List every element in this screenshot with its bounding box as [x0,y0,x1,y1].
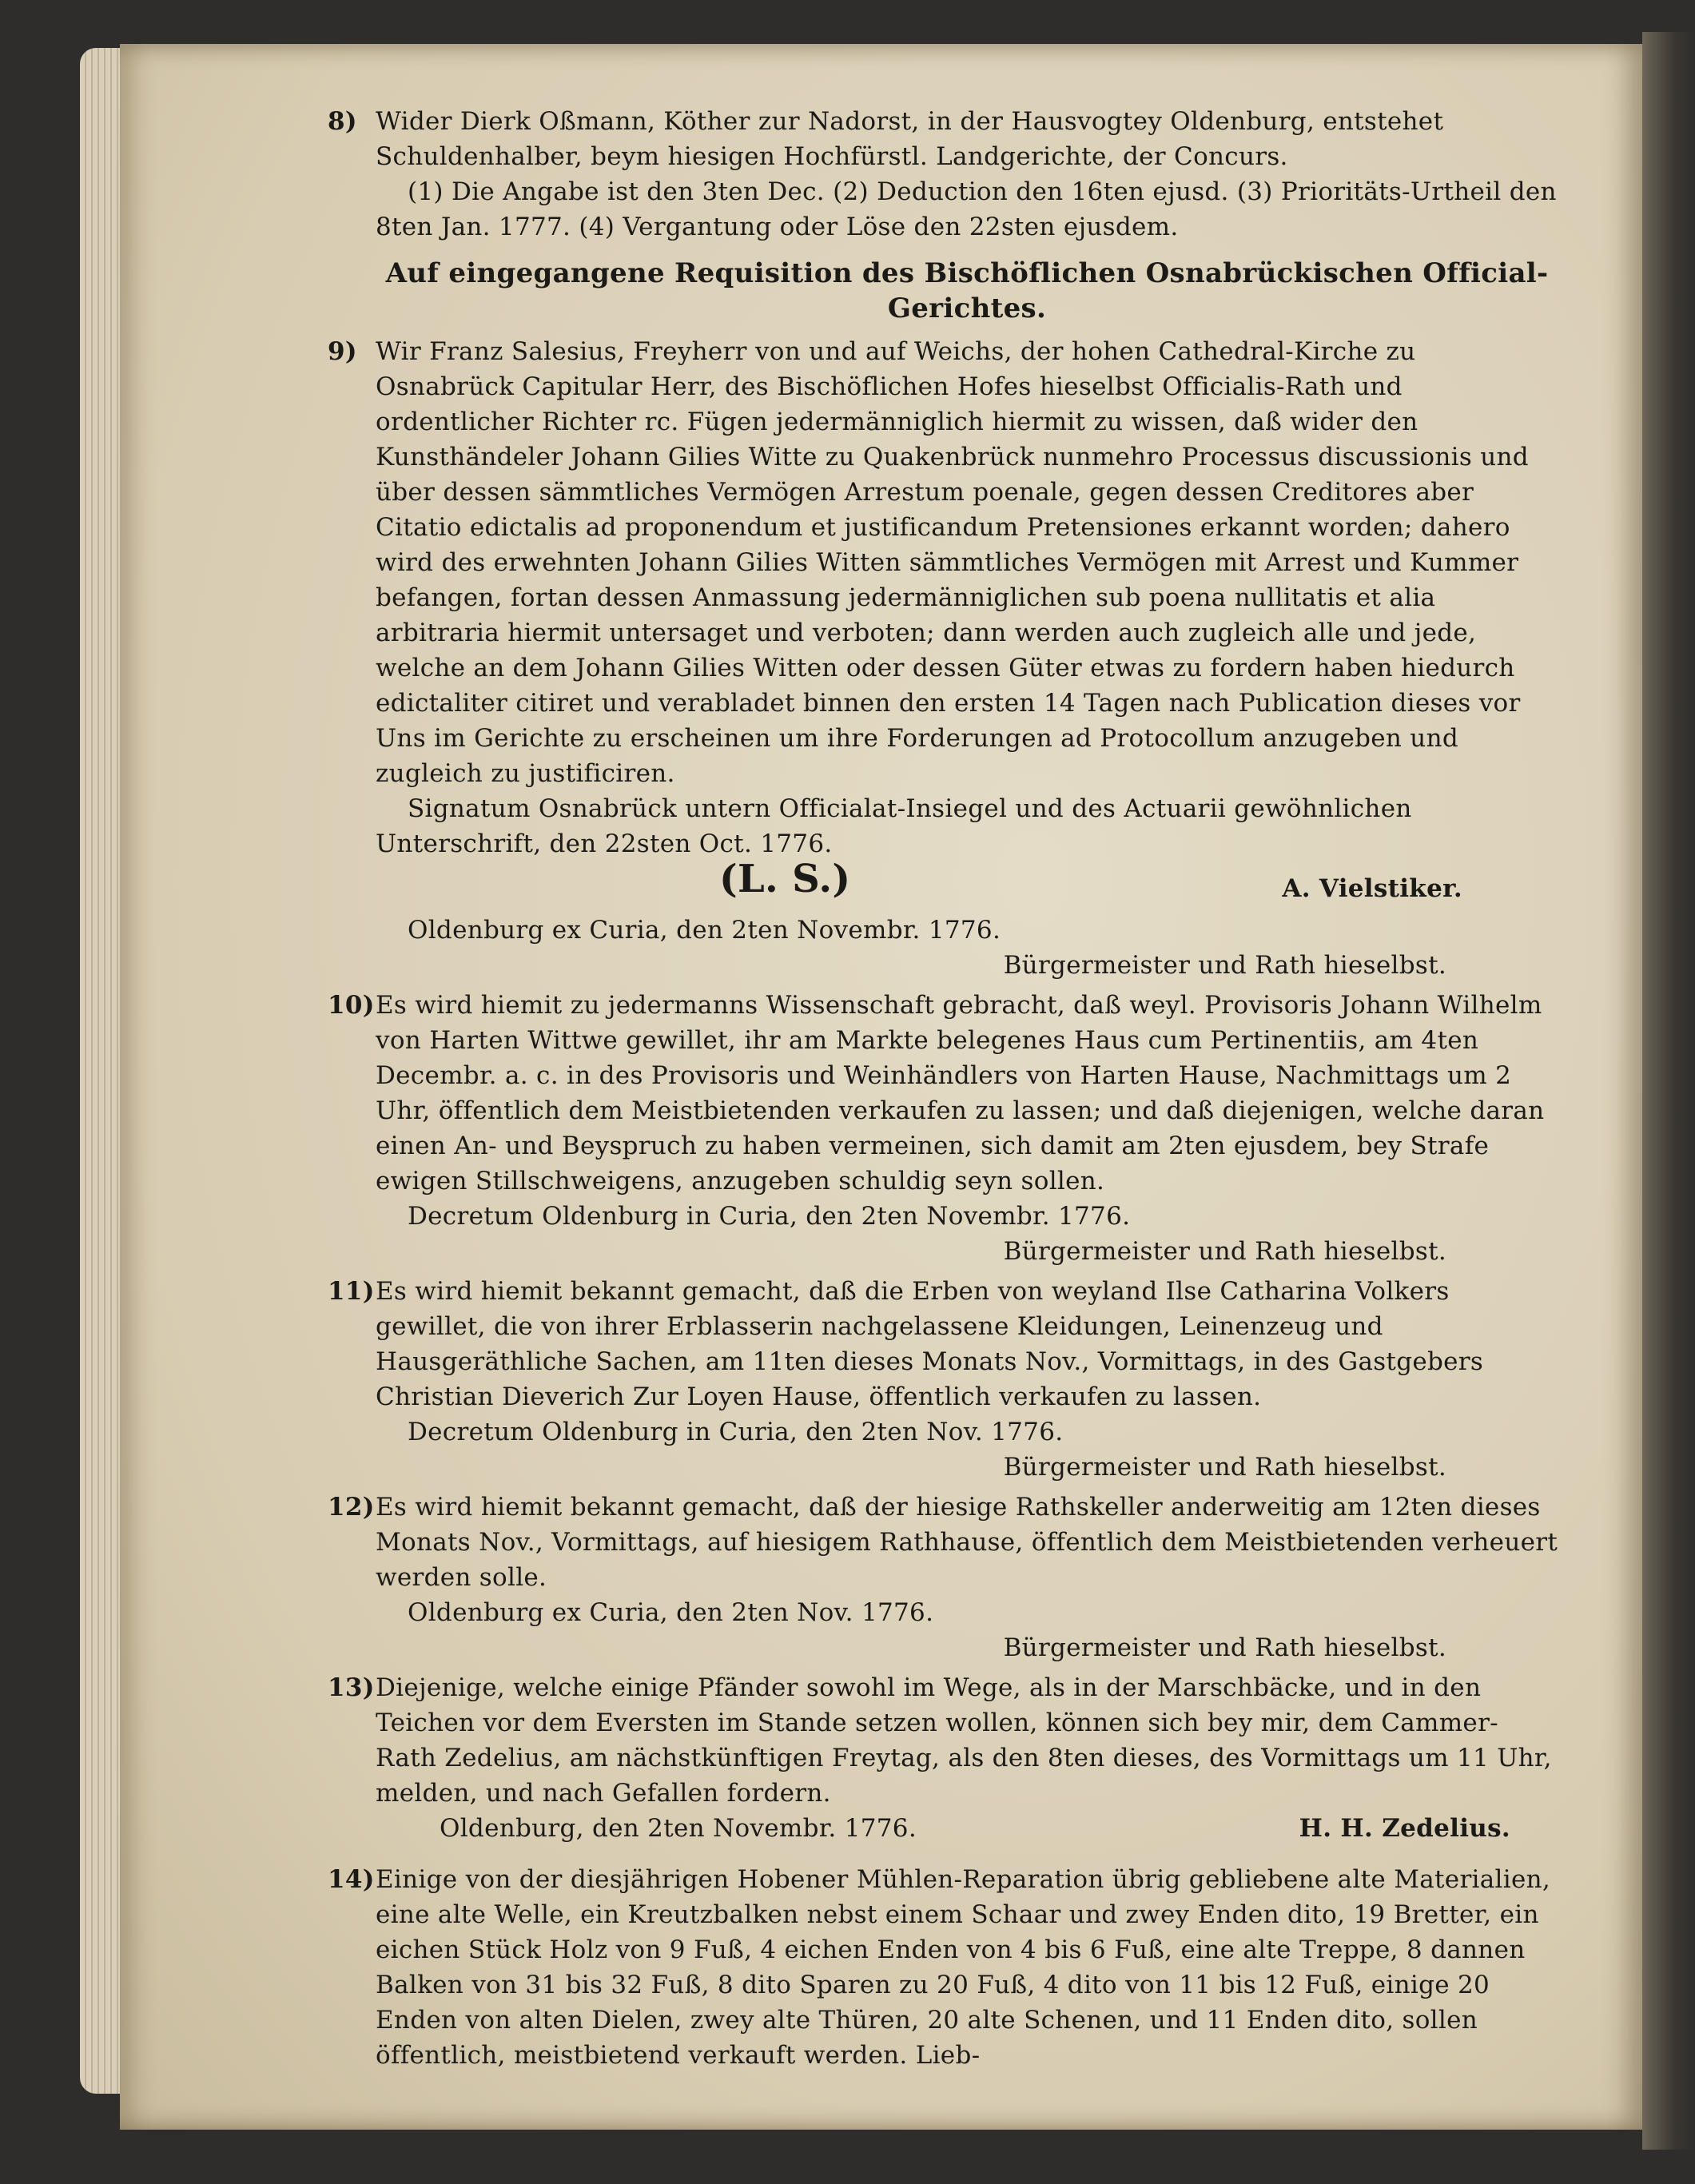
signatum-line: Signatum Osnabrück untern Officialat-Insiegel und des Actuarii gewöhnlichen Unterschrift, den 22sten Oct. 1776. [376,794,1412,858]
entry-text: Es wird hiemit bekannt gemacht, daß die Erben von weyland Ilse Catharina Volkers gewillet, die von ihrer Erblasserin nachgelassene Kleidungen, Leinenzeug und Hausgeräthliche Sachen, am 11ten dieses Monats Nov., Vormittags, in des Gastgebers Christian Dieverich Zur Loyen Hause, öffentlich verkaufen zu lassen. [376,1277,1484,1411]
seal-row [376,857,1558,913]
entry-number: 13) [328,1673,375,1702]
council-signature: Bürgermeister und Rath hieselbst. [1003,1633,1446,1662]
entry-text: Wider Dierk Oßmann, Köther zur Nadorst, in der Hausvogtey Oldenburg, entstehet Schuldenhalber, beym hiesigen Hochfürstl. Landgerichte, der Concurs. [376,107,1444,171]
council-signature: Bürgermeister und Rath hieselbst. [1003,1237,1446,1266]
entry-11 [328,1274,1558,1414]
council-signature: Bürgermeister und Rath hieselbst. [1003,1453,1446,1482]
book-gutter [1642,32,1695,2150]
signer-name: H. H. Zedelius. [1299,1814,1510,1843]
entry-text: Es wird hiemit bekannt gemacht, daß der hiesige Rathskeller anderweitig am 12ten dieses Monats Nov., Vormittags, auf hiesigem Rathhause, öffentlich dem Meistbietenden verheuert werden solle. [376,1493,1558,1592]
entry-number: 12) [328,1493,375,1522]
seal-mark: (L. S.) [719,857,851,901]
requisition-heading: Auf eingegangene Requisition des Bischöflichen Osnabrückischen Official-Gerichtes. [385,257,1549,324]
page-text [328,104,1558,2073]
entry-9 [328,334,1558,791]
entry-number: 9) [328,337,357,366]
signer-name: A. Vielstiker. [1282,874,1462,903]
entry-10 [328,988,1558,1199]
dated-line: Oldenburg, den 2ten Novembr. 1776. [440,1814,917,1843]
entry-text: Wir Franz Salesius, Freyherr von und auf Weichs, der hohen Cathedral-Kirche zu Osnabrück Capitular Herr, des Bischöflichen Hofes hieselbst Officialis-Rath und ordentlicher Richter rc. Fügen jedermänniglich hiermit zu wissen, daß wider den Kunsthändeler Johann Gilies Witte zu Quakenbrück nunmehro Processus discussionis und über dessen sämmtliches Vermögen Arrestum poenale, gegen dessen Creditores aber Citatio edictalis ad proponendum et justificandum Pretensiones erkannt worden; dahero wird des erwehnten Johann Gilies Witten sämmtliches Vermögen mit Arrest und Kummer befangen, fortan dessen Anmassung jedermänniglichen sub poena nullitatis et alia arbitraria hiermit untersaget und verboten; dann werden auch zugleich alle und jede, welche an dem Johann Gilies Witten oder dessen Güter etwas zu fordern haben hiedurch edictaliter citiret und verabladet binnen den ersten 14 Tagen nach Publication dieses vor Uns im Gerichte zu erscheinen um ihre Forderungen ad Protocollum anzugeben und zugleich zu justificiren. [376,337,1529,788]
entry-number: 8) [328,107,357,136]
entry-number: 11) [328,1277,375,1306]
entry-text: Einige von der diesjährigen Hobener Mühlen-Reparation übrig gebliebene alte Materialien, eine alte Welle, ein Kreutzbalken nebst einem Schaar und zwey Enden dito, 19 Bretter, ein eichen Stück Holz von 9 Fuß, 4 eichen Enden von 4 bis 6 Fuß, eine alte Treppe, 8 dannen Balken von 31 bis 32 Fuß, 8 dito Sparen zu 20 Fuß, 4 dito von 11 bis 12 Fuß, einige 20 Enden von alten Dielen, zwey alte Thüren, 20 alte Schenen, und 11 Enden dito, sollen öffentlich, meistbietend verkauft werden. Lieb- [376,1865,1551,2070]
entry-8 [328,104,1558,174]
decretum-line: Decretum Oldenburg in Curia, den 2ten Novembr. 1776. [408,1202,1131,1231]
dated-line: Oldenburg ex Curia, den 2ten Novembr. 1776. [408,916,1001,945]
schedule-text: (1) Die Angabe ist den 3ten Dec. (2) Deduction den 16ten ejusd. (3) Prioritäts-Urtheil den 8ten Jan. 1777. (4) Vergantung oder Löse den 22sten ejusdem. [376,177,1557,241]
decretum-line: Decretum Oldenburg in Curia, den 2ten Nov. 1776. [408,1418,1064,1446]
entry-8-schedule [376,174,1558,245]
dated-signer-row [376,1811,1558,1862]
dated-line: Oldenburg ex Curia, den 2ten Nov. 1776. [408,1598,934,1627]
entry-number: 14) [328,1865,375,1894]
entry-13 [328,1670,1558,1811]
entry-number: 10) [328,991,375,1020]
entry-text: Diejenige, welche einige Pfänder sowohl im Wege, als in der Marschbäcke, und in den Teichen vor dem Eversten im Stande setzen wollen, können sich bey mir, dem Cammer-Rath Zedelius, am nächstkünftigen Freytag, als den 8ten dieses, des Vormittags um 11 Uhr, melden, und nach Gefallen fordern. [376,1673,1552,1808]
entry-14 [328,1862,1558,2073]
entry-12 [328,1490,1558,1595]
entry-text: Es wird hiemit zu jedermanns Wissenschaft gebracht, daß weyl. Provisoris Johann Wilhelm von Harten Wittwe gewillet, ihr am Markte belegenes Haus cum Pertinentiis, am 4ten Decembr. a. c. in des Provisoris und Weinhändlers von Harten Hause, Nachmittags um 2 Uhr, öffentlich dem Meistbietenden verkaufen zu lassen; und daß diejenigen, welche daran einen An- und Beyspruch zu haben vermeinen, sich damit am 2ten ejusdem, bey Strafe ewigen Stillschweigens, anzugeben schuldig seyn sollen. [376,991,1545,1195]
council-signature: Bürgermeister und Rath hieselbst. [1003,951,1446,980]
